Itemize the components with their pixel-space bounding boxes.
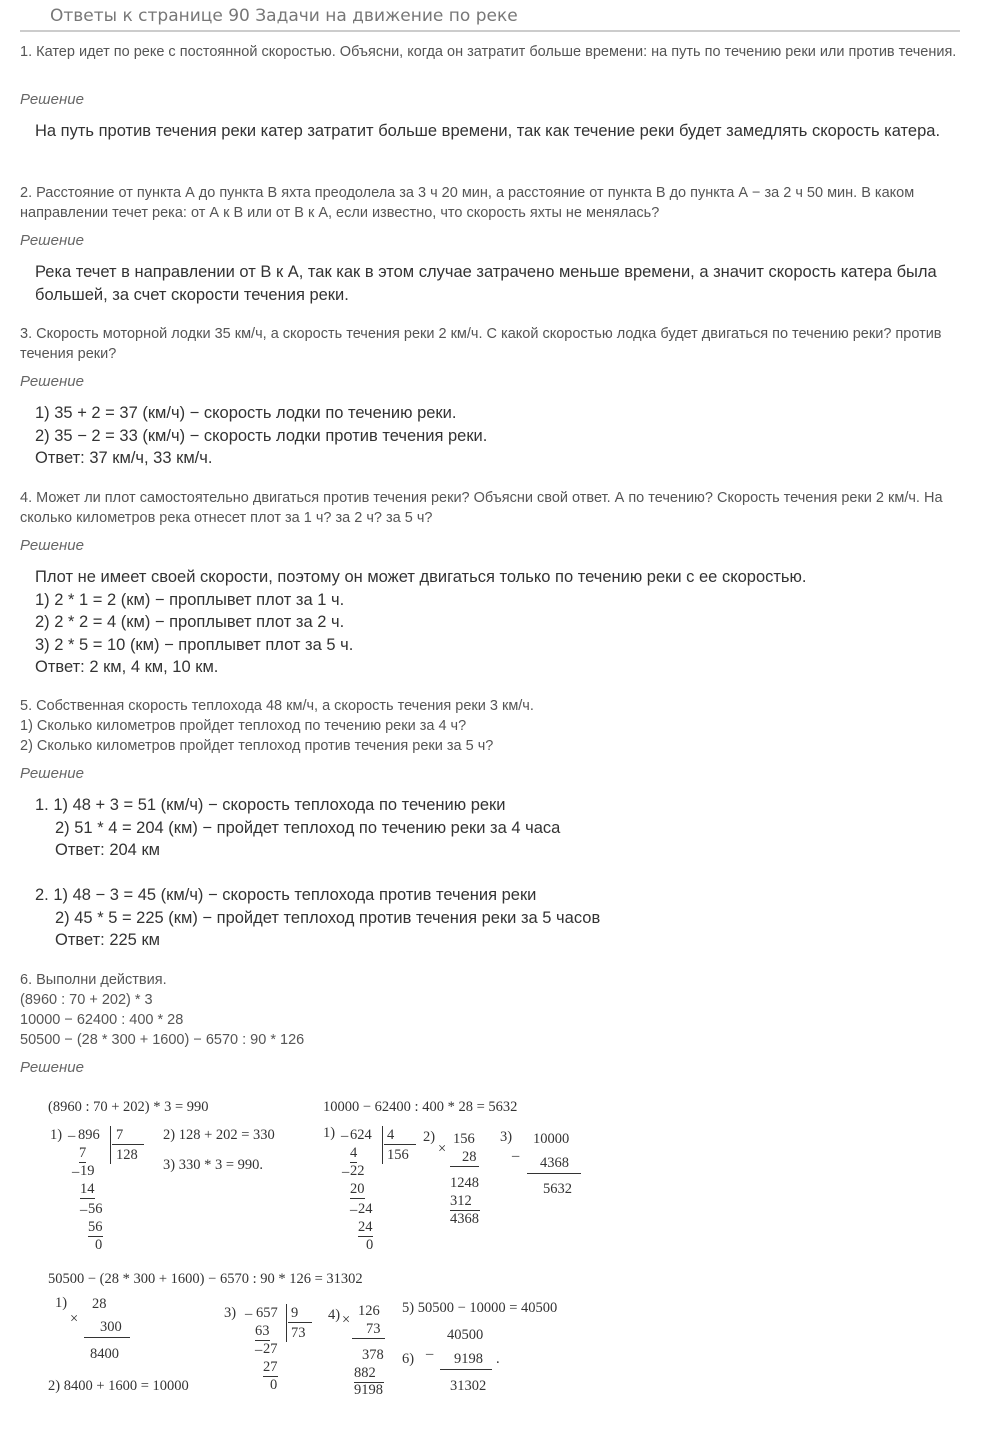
subtraction-result: 5632	[543, 1181, 572, 1197]
multiplication-factor: 126	[358, 1303, 380, 1319]
task-3-answer	[35, 402, 955, 470]
step-2-text: 2) 8400 + 1600 = 10000	[48, 1378, 189, 1394]
solution-label: Решение	[20, 537, 84, 554]
question-line: 5. Собственная скорость теплохода 48 км/ч, а скорость течения реки 3 км/ч.	[20, 698, 534, 714]
expression-2-result: 10000 − 62400 : 400 * 28 = 5632	[323, 1099, 518, 1115]
minus-sign: _	[512, 1143, 520, 1159]
minus-sign: _	[72, 1159, 80, 1175]
task-2-answer: Река течет в направлении от В к А, так как в этом случае затрачено меньше времени, а значит скорость катера была большей, за счет скорости течения реки.	[35, 263, 937, 304]
minus-sign: _	[350, 1197, 358, 1213]
partial-product: 312	[450, 1192, 480, 1211]
multiply-sign: ×	[70, 1311, 79, 1327]
division-step: 4	[350, 1145, 358, 1161]
minus-sign: _	[245, 1301, 253, 1317]
answer-line: 2) 35 − 2 = 33 (км/ч) − скорость лодки против течения реки.	[35, 426, 488, 445]
step-label: 1)	[50, 1127, 63, 1143]
answer-line: Ответ: 225 км	[55, 931, 161, 949]
answer-line: 1) 2 * 1 = 2 (км) − проплывет плот за 1 ч.	[35, 590, 345, 609]
multiplication-factor: 28	[92, 1296, 107, 1312]
step-label: 2)	[423, 1129, 436, 1145]
division-remainder: 0	[95, 1237, 103, 1253]
multiplication-factor: 156	[453, 1131, 475, 1147]
subtraction-subtrahend: 9198	[454, 1351, 483, 1367]
task-6-question	[20, 970, 965, 1050]
solution-label: Решение	[20, 232, 84, 249]
division-step: 14	[80, 1181, 95, 1197]
question-line: 1) Сколько километров пройдет теплоход по течению реки за 4 ч?	[20, 718, 467, 734]
minus-sign: _	[80, 1197, 88, 1213]
answer-line: Ответ: 2 км, 4 км, 10 км.	[35, 658, 219, 676]
division-divisor: 9	[291, 1305, 299, 1321]
subtraction-result: 31302	[450, 1378, 487, 1394]
solution-label: Решение	[20, 765, 84, 782]
multiplication-factor: 28	[450, 1148, 479, 1167]
multiplication-factor: 73	[352, 1320, 385, 1339]
answer-line: Ответ: 204 км	[55, 841, 161, 859]
division-dividend: 657	[256, 1305, 278, 1321]
page-title: Ответы к странице 90 Задачи на движение по реке	[50, 6, 518, 26]
multiplication-factor: 300	[100, 1319, 122, 1335]
task-4-answer	[35, 566, 955, 679]
division-quotient: 156	[387, 1147, 409, 1163]
task-1-answer: На путь против течения реки катер затратит больше времени, так как течение реки будет замедлять скорость катера.	[35, 122, 941, 140]
answer-line: Ответ: 37 км/ч, 33 км/ч.	[35, 449, 213, 467]
division-step: 22	[350, 1163, 365, 1179]
minus-sign: _	[341, 1123, 349, 1139]
division-step: 7	[79, 1145, 87, 1161]
subtraction-minuend: 40500	[447, 1327, 484, 1343]
division-step: 24	[358, 1219, 373, 1235]
division-step: 63	[255, 1323, 270, 1339]
task-3-question: 3. Скорость моторной лодки 35 км/ч, а скорость течения реки 2 км/ч. С какой скоростью лодка будет двигаться по течению реки? против течения реки?	[20, 326, 942, 362]
division-step: 20	[350, 1181, 365, 1197]
subtraction-subtrahend: 4368	[540, 1155, 569, 1171]
division-step: 24	[358, 1201, 373, 1217]
solution-label: Решение	[20, 91, 84, 108]
page-header	[20, 0, 960, 32]
division-dividend: 896	[78, 1127, 100, 1143]
division-step: 19	[80, 1163, 95, 1179]
product-result: 9198	[354, 1382, 383, 1398]
partial-product: 378	[362, 1347, 384, 1363]
division-quotient: 128	[116, 1147, 138, 1163]
division-step: 27	[263, 1359, 278, 1375]
step-3-text: 3) 330 * 3 = 990.	[163, 1157, 264, 1173]
task-2-question: 2. Расстояние от пункта А до пункта В яхта преодолела за 3 ч 20 мин, а расстояние от пункта В до пункта А − за 2 ч 50 мин. В каком направлении течет река: от А к В или от В к А, если известно, что скорость яхты не менялась?	[20, 185, 915, 221]
division-step: 27	[263, 1341, 278, 1357]
product-result: 8400	[90, 1346, 119, 1362]
division-divisor: 7	[116, 1127, 124, 1143]
answer-line: 2) 51 * 4 = 204 (км) − пройдет теплоход по течению реки за 4 часа	[55, 818, 561, 837]
answer-line: 2) 45 * 5 = 225 (км) − пройдет теплоход против течения реки за 5 часов	[55, 908, 601, 927]
answer-line: 2) 2 * 2 = 4 (км) − проплывет плот за 2 ч.	[35, 613, 345, 631]
answer-line: 3) 2 * 5 = 10 (км) − проплывет плот за 5 ч.	[35, 635, 354, 654]
division-remainder: 0	[366, 1237, 374, 1253]
subtraction-minuend: 10000	[533, 1131, 570, 1147]
answer-line: 1) 35 + 2 = 37 (км/ч) − скорость лодки по течению реки.	[35, 404, 457, 422]
step-2-text: 2) 128 + 202 = 330	[163, 1127, 275, 1143]
division-quotient: 73	[291, 1325, 306, 1341]
partial-product: 882	[354, 1364, 384, 1383]
step-5-text: 5) 50500 − 10000 = 40500	[402, 1300, 558, 1316]
step-label: 3)	[500, 1129, 513, 1145]
answer-line: 2. 1) 48 − 3 = 45 (км/ч) − скорость теплохода против течения реки	[35, 886, 537, 904]
multiply-sign: ×	[342, 1312, 351, 1328]
question-line: 6. Выполни действия.	[20, 972, 167, 988]
answer-line: Плот не имеет своей скорости, поэтому он может двигаться только по течению реки с ее скоростью.	[35, 568, 807, 586]
expression-3-result: 50500 − (28 * 300 + 1600) − 6570 : 90 * 126 = 31302	[48, 1271, 363, 1287]
solution-label: Решение	[20, 1059, 84, 1076]
partial-product: 1248	[450, 1175, 479, 1191]
division-remainder: 0	[270, 1377, 278, 1393]
division-divisor: 4	[387, 1127, 395, 1143]
solution-label: Решение	[20, 373, 84, 390]
step-label: 6)	[402, 1351, 415, 1367]
division-dividend: 624	[350, 1127, 372, 1143]
dot-mark: .	[496, 1351, 500, 1367]
task-5-answer-1	[35, 794, 955, 862]
product-result: 4368	[450, 1211, 479, 1227]
step-label: 1)	[323, 1125, 336, 1141]
question-line: 10000 − 62400 : 400 * 28	[20, 1012, 184, 1028]
step-label: 1)	[55, 1295, 68, 1311]
step-label: 3)	[224, 1305, 237, 1321]
question-line: 2) Сколько километров пройдет теплоход против течения реки за 5 ч?	[20, 738, 494, 754]
minus-sign: _	[426, 1341, 434, 1357]
multiply-sign: ×	[438, 1141, 447, 1157]
minus-sign: _	[342, 1159, 350, 1175]
division-step: 56	[88, 1201, 103, 1217]
question-line: (8960 : 70 + 202) * 3	[20, 992, 153, 1008]
task-1-question: 1. Катер идет по реке с постоянной скоростью. Объясни, когда он затратит больше времени: на путь по течению реки или против течения.	[20, 44, 957, 60]
step-label: 4)	[328, 1307, 341, 1323]
answer-line: 1. 1) 48 + 3 = 51 (км/ч) − скорость теплохода по течению реки	[35, 796, 506, 814]
question-line: 50500 − (28 * 300 + 1600) − 6570 : 90 * 126	[20, 1032, 305, 1048]
division-step: 56	[88, 1219, 103, 1235]
expression-1-result: (8960 : 70 + 202) * 3 = 990	[48, 1099, 209, 1115]
task-4-question: 4. Может ли плот самостоятельно двигаться против течения реки? Объясни свой ответ. А по течению? Скорость течения реки 2 км/ч. На сколько километров река отнесет плот за 1 ч? за 2 ч? за 5 ч?	[20, 490, 943, 526]
task-5-answer-2	[35, 884, 955, 952]
task-5-question	[20, 696, 965, 756]
minus-sign: _	[255, 1337, 263, 1353]
minus-sign: _	[68, 1123, 76, 1139]
